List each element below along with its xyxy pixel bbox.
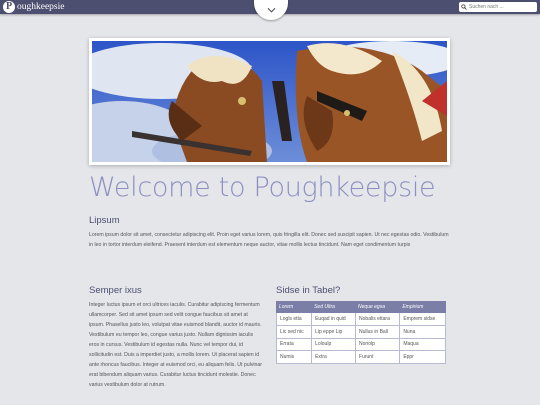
- table-cell: Eppr: [400, 351, 446, 364]
- logo-badge: P: [3, 1, 15, 13]
- chevron-down-icon: [267, 7, 276, 13]
- logo-text: oughkeepsie: [17, 2, 65, 12]
- table-cell: Furunt: [356, 351, 400, 364]
- search-icon: [461, 4, 467, 10]
- table-header-row: [277, 302, 446, 313]
- table-cell: Errata: [277, 338, 312, 351]
- table-heading: Sidse in Tabel?: [276, 285, 341, 296]
- lipsum-text: Lorem ipsum dolor sit amet, consectetur adipiscing elit. Proin eget varius lorem, quis fringilla elit. Donec sed suscipit sapien. Ut nec egestas odio. Vestibulum in leo in tortor interdum eleifend. Praesent interdum est elementum neque auctor, vitae mollis lectus tincidunt. Nam eget condimentum turpis: [89, 232, 449, 248]
- search-box[interactable]: [459, 2, 537, 12]
- table-cell: Extra: [312, 351, 356, 364]
- table-row: [277, 351, 446, 364]
- menu-toggle-button[interactable]: [254, 0, 288, 20]
- table-cell: Nonolp: [356, 338, 400, 351]
- semper-text: Integer luctus ipsum et orci ultrices iaculis. Curabitur adipiscing fermentum ullamcorper. Sed sit amet ipsum sed velit congue faucibus sit amet at ipsum. Phasellus justo leo, volutpat vitae euismod blandit, auctor id mauris. Vestibulum eu tempor leo, congue varius justo. Nullam dignissim iaculis eros in cursus. Vestibulum id egestas nulla. Nunc vel tempor dui, id sollicitudin est. Duis a imperdiet justo, a mollis lorem. Ut placerat sapien id ante rhoncus faucibus. Integer at euismod orci, eu aliquam felis. Ut pulvinar erat bibendum aliquam varius. Curabitur luctus tincidunt molestie. Donec varius vestibulum dolor at rutrum.: [89, 302, 263, 388]
- table-header-cell: Sed Ultra: [312, 302, 356, 313]
- table-cell: Nobalis ettara: [356, 313, 400, 326]
- table-cell: Loloulp: [312, 338, 356, 351]
- hero-image: [89, 38, 450, 165]
- data-table: [276, 301, 446, 364]
- table-cell: Logls etta: [277, 313, 312, 326]
- table-cell: Euqad in quid: [312, 313, 356, 326]
- table-header-cell: Neque egsa: [356, 302, 400, 313]
- table-row: [277, 325, 446, 338]
- table-cell: Lip eppe Lip: [312, 325, 356, 338]
- table-cell: Maqua: [400, 338, 446, 351]
- table-row: [277, 338, 446, 351]
- lipsum-heading: Lipsum: [89, 215, 120, 226]
- table-cell: Emprem sidse: [400, 313, 446, 326]
- table-cell: Nullus in Ball: [356, 325, 400, 338]
- search-input[interactable]: [469, 3, 535, 11]
- table-cell: Nuna: [400, 325, 446, 338]
- page-title: Welcome to Poughkeepsie: [89, 172, 436, 203]
- table-header-cell: Empirium: [400, 302, 446, 313]
- table-cell: Lic sed nic: [277, 325, 312, 338]
- table-header-cell: Lorem: [277, 302, 312, 313]
- site-logo[interactable]: [3, 1, 65, 13]
- horses-photo: [92, 41, 447, 162]
- table-row: [277, 313, 446, 326]
- semper-heading: Semper ixus: [89, 285, 142, 296]
- table-cell: Numis: [277, 351, 312, 364]
